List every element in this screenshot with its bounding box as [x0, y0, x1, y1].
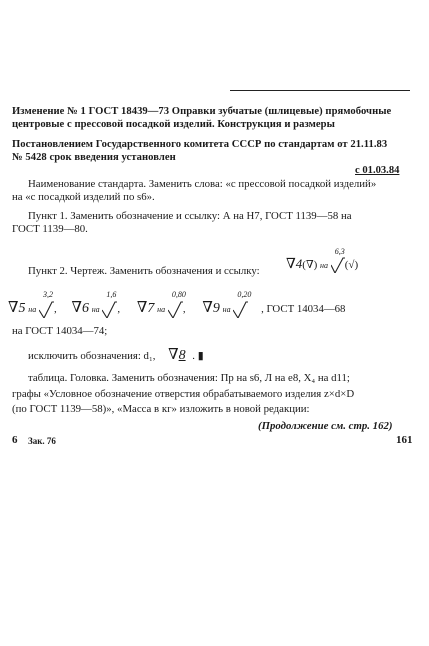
header-line-1: Изменение № 1 ГОСТ 18439—73 Оправки зубчатые (шлицевые) прямобочные [12, 106, 392, 117]
gost-reference: , ГОСТ 14034—68 [261, 303, 346, 315]
triangle-icon: ∇ [168, 347, 179, 363]
triangle-icon: ∇ [136, 300, 148, 316]
paragraph-title-b: на «с посадкой изделий по s6». [12, 191, 155, 203]
triangle-icon: ∇ [202, 300, 213, 316]
top-rule [230, 90, 410, 91]
paragraph-table-head: таблица. Головка. Заменить обозначения: Пр на s6, Л на е8, Х₄ на d11; [28, 372, 350, 384]
triangle-icon: ∇ [71, 300, 82, 316]
roughness-symbol: ∇6 на 1,6 , [71, 289, 121, 316]
roughness-symbol: ∇8 [168, 347, 186, 363]
paragraph-item1-a: Пункт 1. Заменить обозначение и ссылку: А на Н7, ГОСТ 1139—58 на [28, 210, 352, 222]
triangle-icon: ∇ [286, 257, 296, 272]
paragraph-item2: Пункт 2. Чертеж. Заменить обозначения и ссылку: [28, 265, 260, 277]
roughness-row [8, 289, 346, 318]
roughness-check-icon [102, 301, 117, 318]
paragraph-columns-a: графы «Условное обозначение отверстия обрабатываемого изделия z×d×D [12, 388, 355, 400]
footer-left: 6 [12, 434, 18, 446]
paragraph-exclude: исключить обозначения: d₁, ∇8 . ▮ [28, 347, 204, 363]
gost-reference-replacement: на ГОСТ 14034—74; [12, 325, 108, 337]
paragraph-title-a: Наименование стандарта. Заменить слова: «с прессовой посадкой изделий» [28, 178, 377, 190]
effective-date: с 01.03.84 [355, 165, 400, 176]
roughness-check-icon [233, 301, 248, 318]
roughness-check-icon [168, 301, 183, 318]
header-line-3: Постановлением Государственного комитета СССР по стандартам от 21.11.83 [12, 139, 388, 150]
header-line-2: центровые с прессовой посадкой изделий. Конструкция и размеры [12, 119, 335, 130]
triangle-icon: ∇ [8, 300, 19, 316]
roughness-symbol: ∇7 на 0,80 , [136, 289, 186, 316]
paragraph-columns-b: (по ГОСТ 1139—58)», «Масса в кг» изложить в новой редакции: [12, 403, 310, 415]
roughness-symbol: ∇9 на 0,20 [202, 289, 252, 316]
roughness-check-icon [39, 301, 54, 318]
footer-order: Зак. 76 [28, 436, 56, 446]
continued-note: (Продолжение см. стр. 162) [258, 420, 393, 432]
roughness-symbol: ∇5 на 3,2 , [8, 289, 57, 316]
paragraph-item1-b: ГОСТ 1139—80. [12, 223, 88, 235]
page-number: 161 [396, 434, 413, 446]
roughness-main: ∇4(∇) на 6,3 (√) [286, 247, 359, 272]
header-line-4: № 5428 срок введения установлен [12, 152, 176, 163]
roughness-check-icon [331, 257, 345, 273]
